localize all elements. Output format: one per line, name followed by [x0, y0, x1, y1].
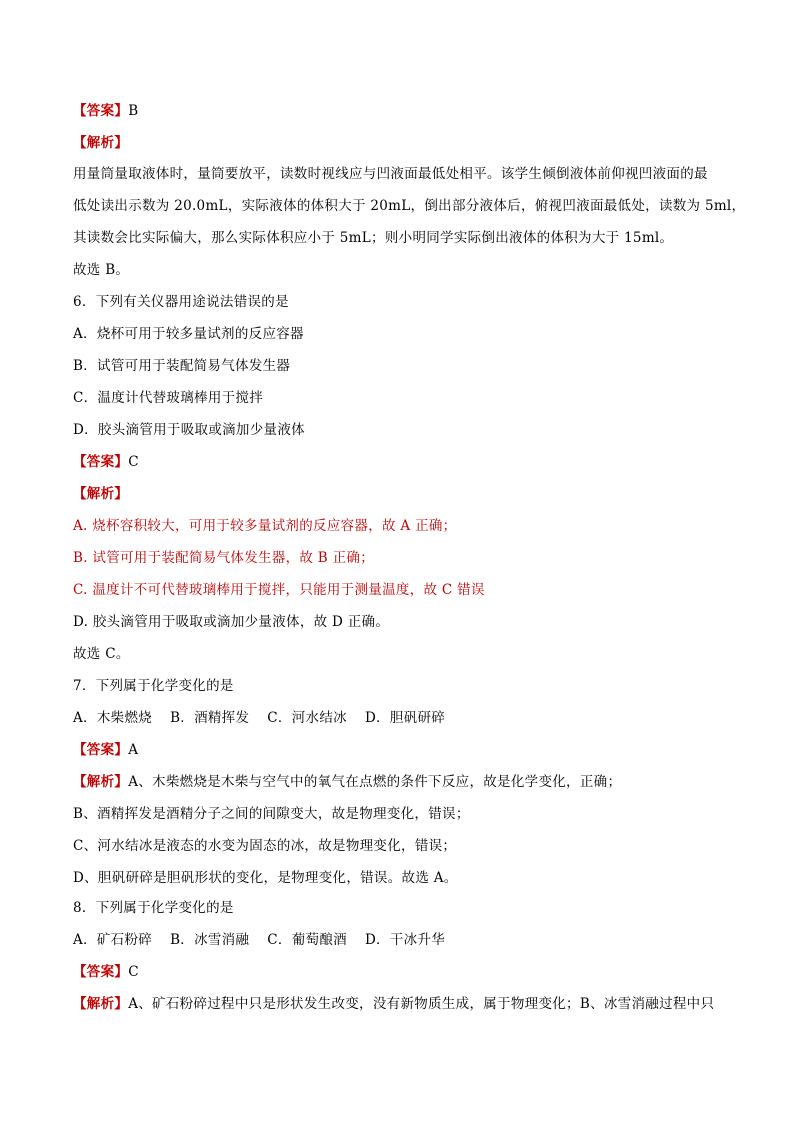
analysis-tag: 【解析】 — [73, 996, 129, 1012]
q7-analysis-text: A、木柴燃烧是木柴与空气中的氧气在点燃的条件下反应，故是化学变化，正确； — [128, 774, 622, 790]
q6-answer-line — [73, 452, 139, 472]
q7-answer: A — [128, 742, 139, 758]
q7-answer-line — [73, 740, 138, 760]
q6-analysis-line: B. 试管可用于装配简易气体发生器，故 B 正确； — [73, 550, 375, 566]
q5-analysis-tag — [73, 133, 128, 153]
q5-analysis-line: 低处读出示数为 20.0mL，实际液体的体积大于 20mL，倒出部分液体后，俯视凹液面最低处，读数为 5ml， — [73, 198, 746, 214]
q7-analysis-line: D、胆矾研碎是胆矾形状的变化，是物理变化，错误。故选 A。 — [73, 870, 458, 886]
q8-stem: 8．下列属于化学变化的是 — [73, 900, 234, 916]
q7-option: C．河水结冰 — [267, 710, 347, 726]
q6-analysis-line: A. 烧杯容积较大，可用于较多量试剂的反应容器，故 A 正确； — [73, 518, 457, 534]
q7-options-row — [73, 708, 463, 728]
q8-options-row — [73, 930, 463, 950]
q6-stem: 6．下列有关仪器用途说法错误的是 — [73, 294, 289, 310]
q8-option: B．冰雪消融 — [170, 932, 250, 948]
q7-analysis-first — [73, 772, 621, 792]
q6-option: C．温度计代替玻璃棒用于搅拌 — [73, 390, 264, 406]
q7-option: A．木柴燃烧 — [73, 710, 153, 726]
q8-answer-line — [73, 962, 139, 982]
q6-option: D．胶头滴管用于吸取或滴加少量液体 — [73, 422, 305, 438]
answer-tag: 【答案】 — [73, 454, 129, 470]
q7-analysis-line: B、酒精挥发是酒精分子之间的间隙变大，故是物理变化，错误； — [73, 806, 470, 822]
q5-conclusion: 故选 B。 — [73, 262, 130, 278]
q5-answer: B — [128, 103, 139, 119]
q8-option: A．矿石粉碎 — [73, 932, 153, 948]
q6-analysis-tag — [73, 484, 128, 504]
answer-tag: 【答案】 — [73, 964, 129, 980]
q7-stem: 7．下列属于化学变化的是 — [73, 678, 234, 694]
q7-option: B．酒精挥发 — [170, 710, 250, 726]
q6-option: A．烧杯可用于较多量试剂的反应容器 — [73, 326, 304, 342]
q7-option: D．胆矾研碎 — [364, 710, 446, 726]
q5-analysis-line: 其读数会比实际偏大，那么实际体积应小于 5mL；则小明同学实际倒出液体的体积为大于 15ml。 — [73, 230, 674, 246]
q6-analysis-line: C. 温度计不可代替玻璃棒用于搅拌，只能用于测量温度，故 C 错误 — [73, 582, 485, 598]
analysis-tag: 【解析】 — [73, 135, 129, 151]
q8-analysis-first — [73, 994, 714, 1014]
q8-answer: C — [128, 964, 139, 980]
q8-analysis-text: A、矿石粉碎过程中只是形状发生改变，没有新物质生成，属于物理变化；B、冰雪消融过程中只 — [128, 996, 715, 1012]
q6-option: B．试管可用于装配简易气体发生器 — [73, 358, 291, 374]
answer-tag: 【答案】 — [73, 103, 129, 119]
answer-tag: 【答案】 — [73, 742, 129, 758]
analysis-tag: 【解析】 — [73, 774, 129, 790]
q5-analysis-line: 用量筒量取液体时，量筒要放平，读数时视线应与凹液面最低处相平。该学生倾倒液体前仰视凹液面的最 — [73, 166, 708, 182]
q6-conclusion: 故选 C。 — [73, 646, 130, 662]
q8-option: D．干冰升华 — [364, 932, 446, 948]
q5-answer-line — [73, 101, 138, 121]
q6-answer: C — [128, 454, 139, 470]
q7-analysis-line: C、河水结冰是液态的水变为固态的冰，故是物理变化，错误； — [73, 838, 457, 854]
q8-option: C．葡萄酿酒 — [267, 932, 347, 948]
q6-analysis-line: D. 胶头滴管用于吸取或滴加少量液体，故 D 正确。 — [73, 614, 390, 630]
analysis-tag: 【解析】 — [73, 486, 129, 502]
